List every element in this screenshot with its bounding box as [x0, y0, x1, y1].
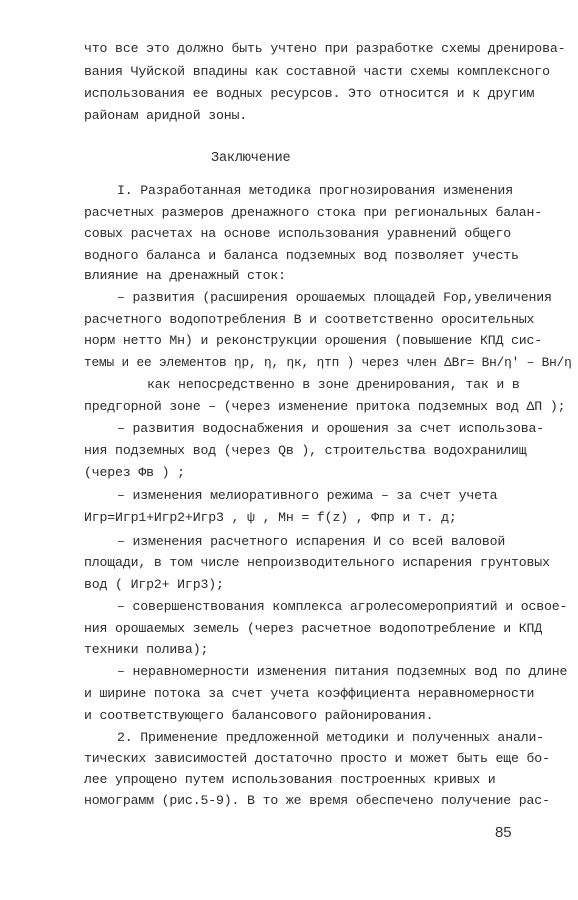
text-line: норм нетто Мн) и реконструкции орошения (повышение КПД сис- — [84, 333, 543, 348]
text-line: тических зависимостей достаточно просто и может быть еще бо- — [84, 751, 550, 766]
page-number: 85 — [495, 824, 512, 841]
text-line: темы и ее элементов ηр, η, ηк, ηтп ) через член ΔBr= Bн/ηʹ – Bн/η — [84, 355, 572, 370]
text-line: влияние на дренажный сток: — [84, 268, 286, 283]
text-line: и соответствующего балансового районирования. — [84, 708, 434, 723]
text-line: (через Фв ) ; — [84, 465, 185, 480]
text-line: номограмм (рис.5-9). В то же время обеспечено получение рас- — [84, 793, 550, 808]
text-line: – совершенствования комплекса агролесомероприятий и освое- — [117, 599, 568, 614]
text-line: – изменения расчетного испарения И со всей валовой — [117, 534, 506, 549]
text-line: расчетных размеров дренажного стока при региональных балан- — [84, 205, 543, 220]
text-line: вод ( Игр2+ Игр3); — [84, 577, 224, 592]
section-title: Заключение — [211, 151, 291, 166]
text-line: и ширине потока за счет учета коэффициента неравномерности — [84, 686, 535, 701]
text-line: 2. Применение предложенной методики и полученных анали- — [117, 730, 545, 745]
text-line: техники полива); — [84, 642, 209, 657]
text-line: совых расчетах на основе использования уравнений общего — [84, 226, 512, 241]
text-line: расчетного водопотребления В и соответственно оросительных — [84, 312, 535, 327]
text-line: – развития водоснабжения и орошения за счет использова- — [117, 421, 545, 436]
text-line: – неравномерности изменения питания подземных вод по длине — [117, 664, 568, 679]
text-line: ния орошаемых земель (через расчетное водопотребление и КПД — [84, 621, 543, 636]
text-line: предгорной зоне – (через изменение притока подземных вод ΔП ); — [84, 399, 566, 414]
text-line: как непосредственно в зоне дренирования, так и в — [147, 377, 520, 392]
text-line: вания Чуйской впадины как составной части схемы комплексного — [84, 64, 550, 79]
text-line: площади, в том числе непроизводительного испарения грунтовых — [84, 555, 550, 570]
text-line: – развития (расширения орошаемых площадей Fор,увеличения — [117, 290, 552, 305]
text-line: что все это должно быть учтено при разработке схемы дренирова- — [84, 41, 566, 56]
text-line: ния подземных вод (через Qв ), строительства водохранилищ — [84, 443, 527, 458]
formula-line: Игр=Игр1+Игр2+Игр3 , ψ , Мн = f(z) , Фпр и т. д; — [84, 510, 457, 525]
text-line: использования ее водных ресурсов. Это относится и к другим — [84, 86, 535, 101]
text-line: – изменения мелиоративного режима – за счет учета — [117, 488, 498, 503]
text-line: водного баланса и баланса подземных вод позволяет учесть — [84, 248, 519, 263]
text-line: районам аридной зоны. — [84, 108, 248, 123]
text-line: лее упрощено путем использования построенных кривых и — [84, 772, 496, 787]
text-line: I. Разработанная методика прогнозирования изменения — [117, 183, 513, 198]
